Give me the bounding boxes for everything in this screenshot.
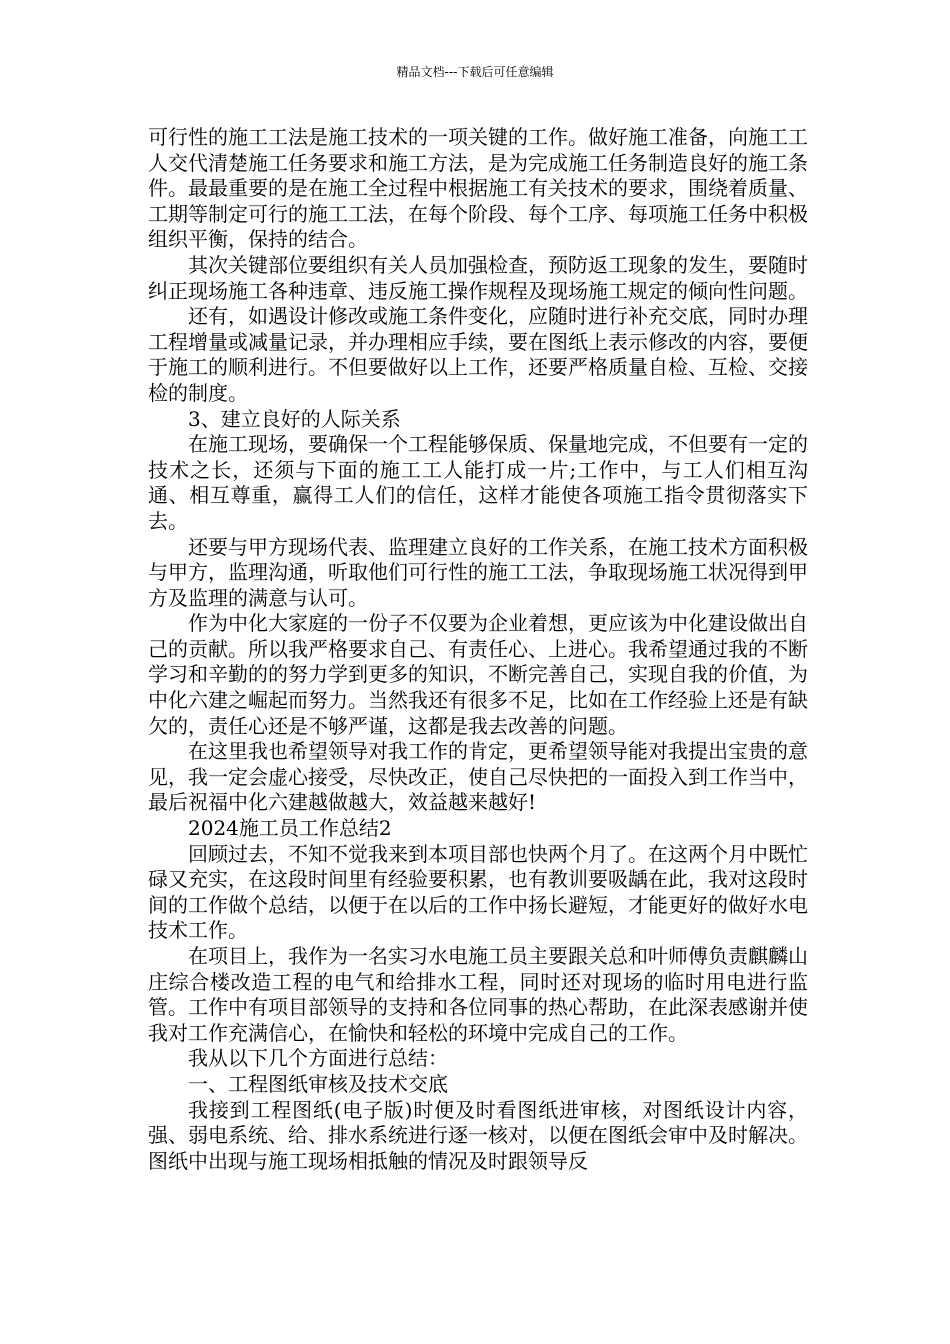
page-header: 精品文档---下载后可任意编辑 (396, 65, 554, 79)
paragraph-14: 我接到工程图纸(电子版)时便及时看图纸进审核，对图纸设计内容，强、弱电系统、给、排水系统进行逐一核对，以便在图纸会审中及时解决。图纸中出现与施工现场相抵触的情况及时跟领导反 (148, 1097, 808, 1173)
paragraph-1: 可行性的施工工法是施工技术的一项关键的工作。做好施工准备，向施工工人交代清楚施工任务要求和施工方法，是为完成施工任务制造良好的施工条件。最最重要的是在施工全过程中根据施工有关技术的要求，围绕着质量、工期等制定可行的施工工法，在每个阶段、每个工序、每项施工任务中积极组织平衡，保持的结合。 (148, 125, 808, 252)
paragraph-12: 我从以下几个方面进行总结： (188, 1046, 448, 1071)
paragraph-2: 其次关键部位要组织有关人员加强检查，预防返工现象的发生，要随时纠正现场施工各种违章、违反施工操作规程及现场施工规定的倾向性问题。 (148, 252, 808, 303)
section-heading-interpersonal: 3、建立良好的人际关系 (188, 406, 401, 431)
paragraph-11: 在项目上，我作为一名实习水电施工员主要跟关总和叶师傅负责麒麟山庄综合楼改造工程的电气和给排水工程，同时还对现场的临时用电进行监管。工作中有项目部领导的支持和各位同事的热心帮助，在此深表感谢并使我对工作充满信心，在愉快和轻松的环境中完成自己的工作。 (148, 944, 808, 1045)
paragraph-8: 在这里我也希望领导对我工作的肯定，更希望领导能对我提出宝贵的意见，我一定会虚心接受，尽快改正，使自己尽快把的一面投入到工作当中，最后祝福中化六建越做越大，效益越来越好! (148, 739, 808, 815)
paragraph-5: 在施工现场，要确保一个工程能够保质、保量地完成，不但要有一定的技术之长，还须与下面的施工工人能打成一片;工作中，与工人们相互沟通、相互尊重，赢得工人们的信任，这样才能使各项施工指令贯彻落实下去。 (148, 432, 808, 533)
paragraph-6: 还要与甲方现场代表、监理建立良好的工作关系，在施工技术方面积极与甲方，监理沟通，听取他们可行性的施工工法，争取现场施工状况得到甲方及监理的满意与认可。 (148, 534, 808, 610)
paragraph-7: 作为中化大家庭的一份子不仅要为企业着想，更应该为中化建设做出自己的贡献。所以我严格要求自己、有责任心、上进心。我希望通过我的不断学习和辛勤的的努力学到更多的知识，不断完善自己，实现自我的价值，为中化六建之崛起而努力。当然我还有很多不足，比如在工作经验上还是有缺欠的，责任心还是不够严谨，这都是我去改善的问题。 (148, 611, 808, 738)
section-heading-drawing-review: 一、工程图纸审核及技术交底 (188, 1071, 448, 1096)
document-body (148, 125, 808, 1174)
paragraph-10: 回顾过去，不知不觉我来到本项目部也快两个月了。在这两个月中既忙碌又充实，在这段时间里有经验要积累，也有教训要吸龋在此，我对这段时间的工作做个总结，以便于在以后的工作中扬长避短，才能更好的做好水电技术工作。 (148, 841, 808, 943)
paragraph-3: 还有，如遇设计修改或施工条件变化，应随时进行补充交底，同时办理工程增量或减量记录，并办理相应手续，要在图纸上表示修改的内容，要便于施工的顺利进行。不但要做好以上工作，还要严格质量自检、互检、交接检的制度。 (148, 304, 808, 405)
section-title-summary-2: 2024施工员工作总结2 (188, 816, 392, 841)
